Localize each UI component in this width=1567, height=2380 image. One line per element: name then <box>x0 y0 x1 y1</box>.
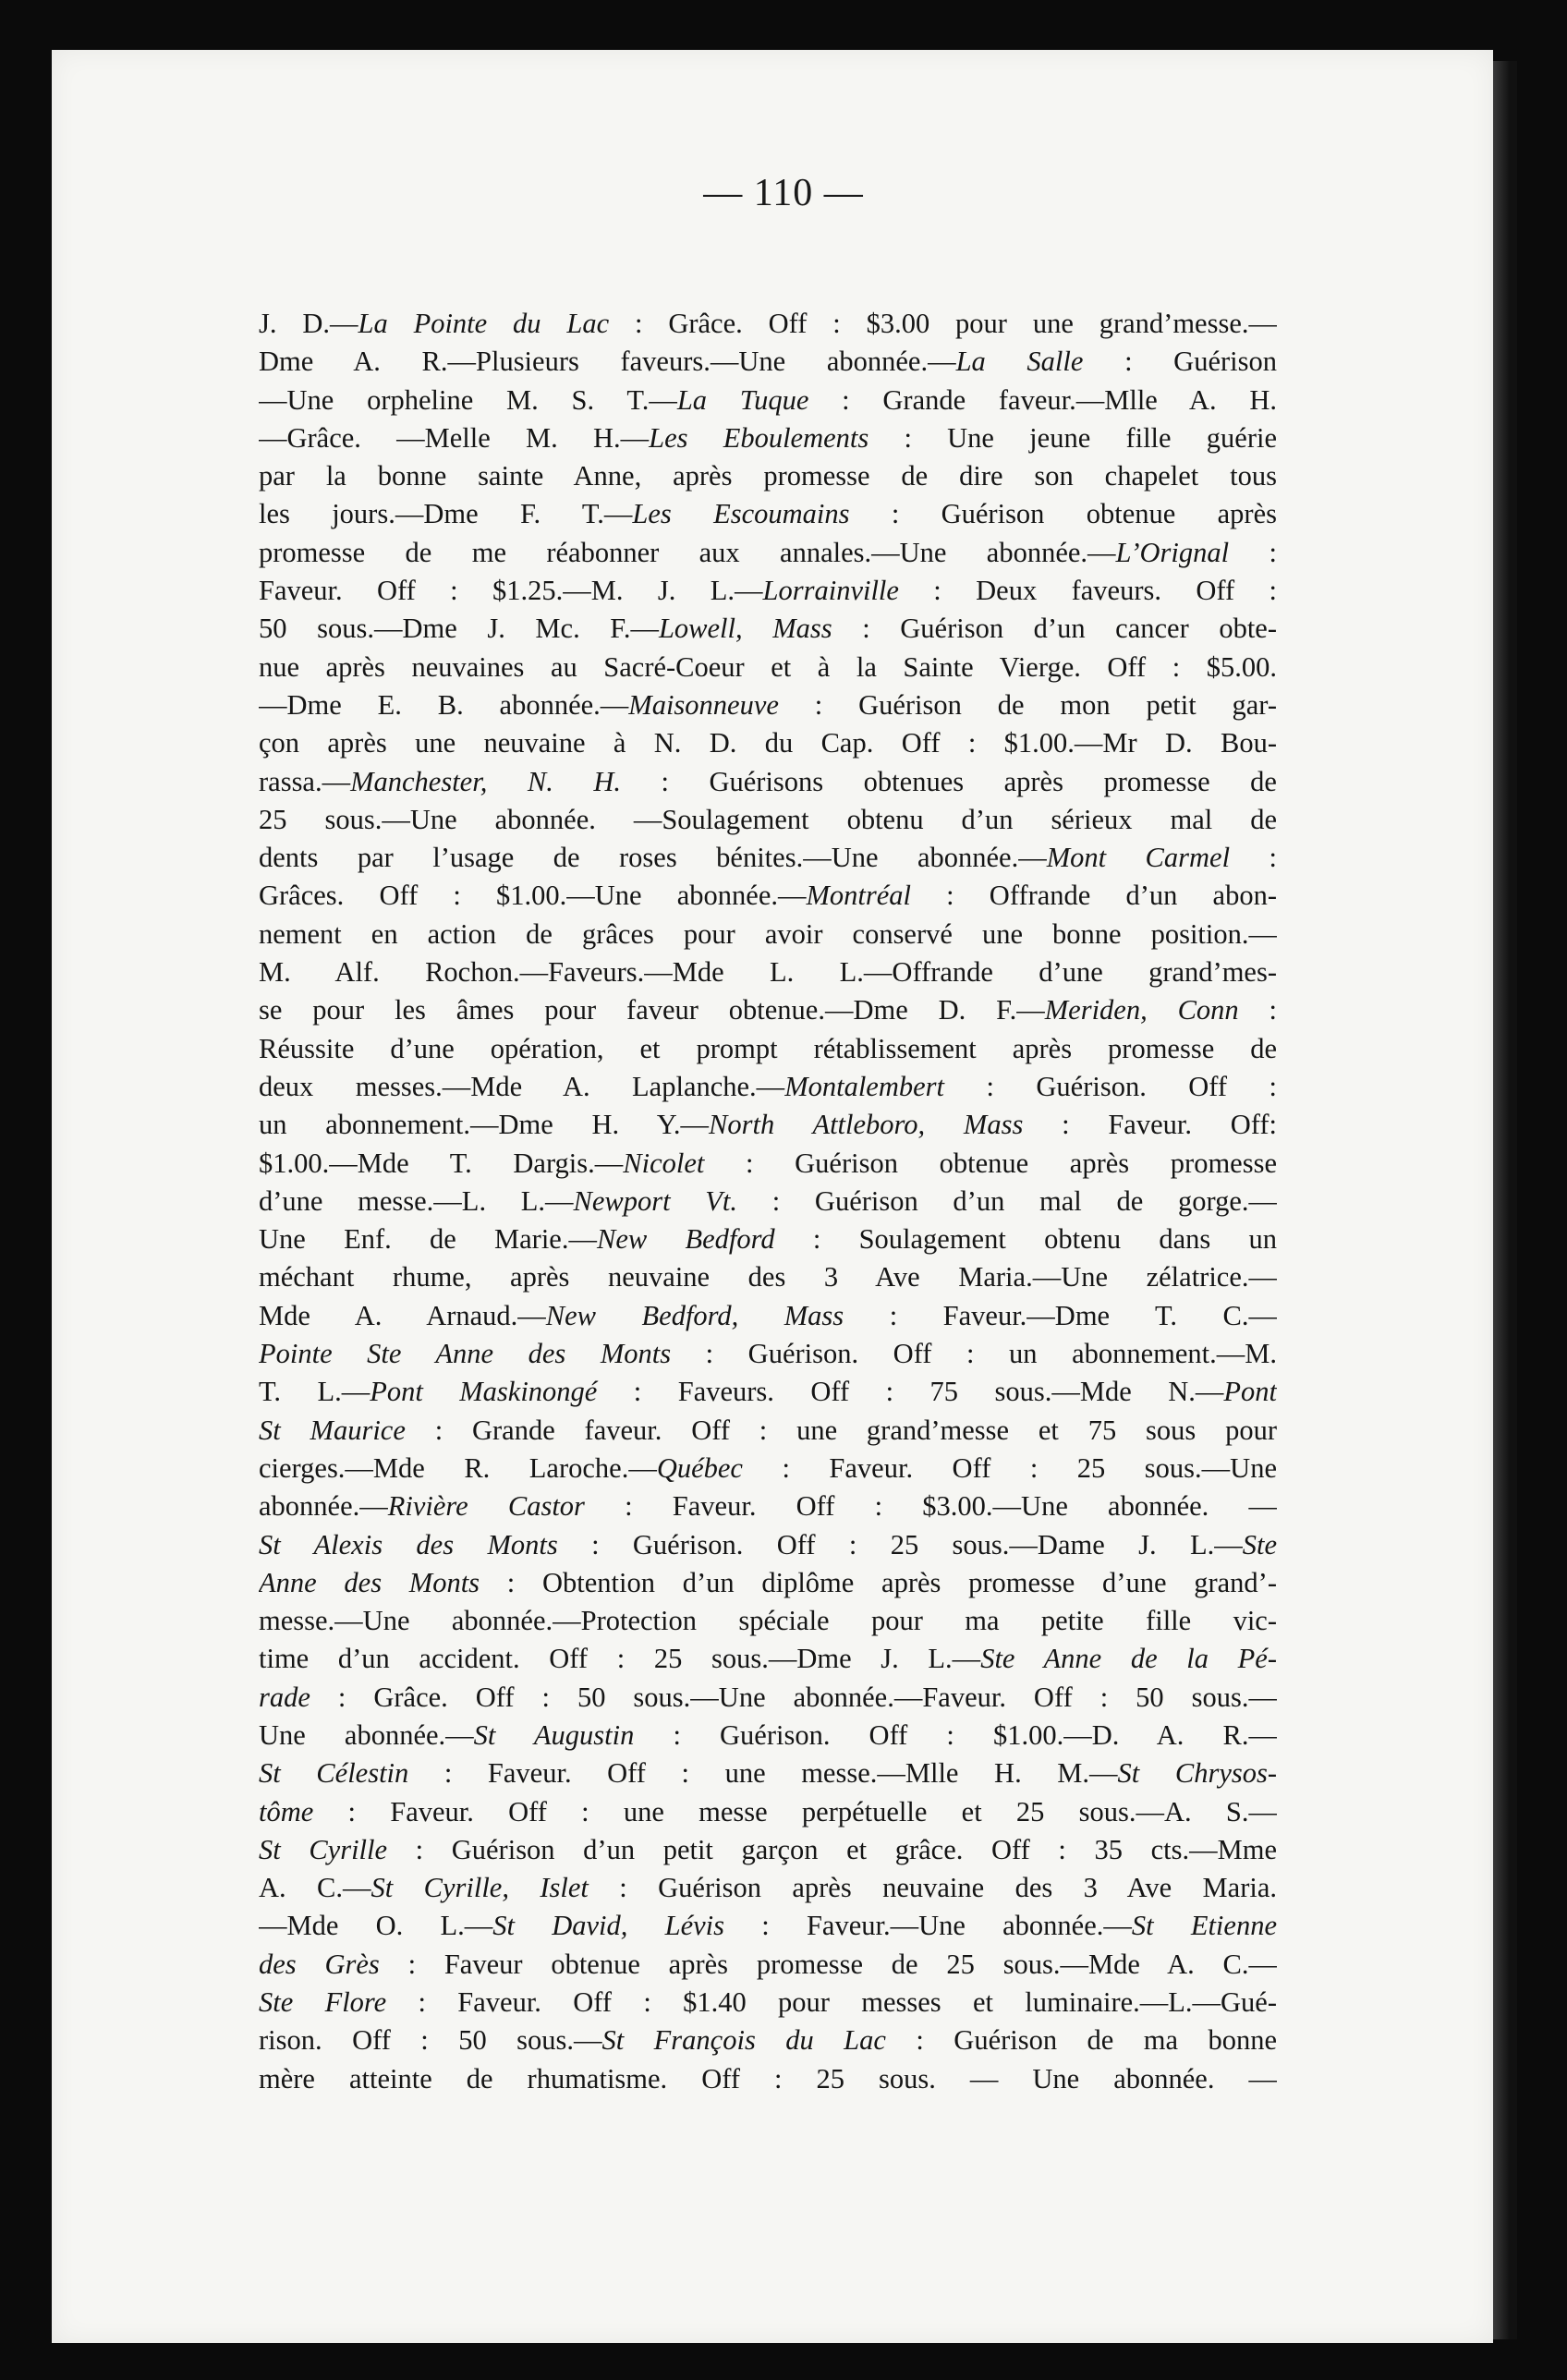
text-segment: rison. Off : 50 sous.— <box>259 2024 602 2057</box>
text-segment: : Faveur obtenue après promesse de 25 sous.—Mde A. C.— <box>379 1948 1277 1980</box>
place-name: Montalembert <box>784 1070 944 1102</box>
text-segment: : Guérison d’un petit garçon et grâce. Off : 35 cts.—Mme <box>387 1833 1277 1865</box>
text-line <box>259 1869 1277 1907</box>
place-name: New Bedford <box>596 1223 775 1256</box>
text-segment: : Guérison. Off : 25 sous.—Dame J. L.— <box>557 1528 1243 1560</box>
text-segment: : Guérison de ma bonne <box>885 2024 1277 2057</box>
text-line <box>259 763 1277 801</box>
text-line <box>259 1335 1277 1373</box>
place-name: Ste Anne de la Pé- <box>980 1643 1277 1675</box>
place-name: Manchester, N. H. <box>350 765 621 797</box>
text-segment: se pour les âmes pour faveur obtenue.—Dme D. F.— <box>259 994 1045 1026</box>
text-line <box>259 1258 1277 1296</box>
text-segment: : Grande faveur.—Mlle A. H. <box>808 383 1277 416</box>
text-segment: Une Enf. de Marie.— <box>259 1223 597 1256</box>
text-segment: : Guérison obtenue après promesse <box>704 1147 1277 1179</box>
place-name: St David, Lévis <box>492 1910 725 1942</box>
place-name: St Etienne <box>1131 1910 1277 1942</box>
place-name: St Cyrille <box>259 1833 388 1865</box>
place-name: Québec <box>656 1451 743 1484</box>
text-segment: : Deux faveurs. Off : <box>898 575 1277 607</box>
text-line <box>259 1488 1277 1525</box>
place-name: tôme <box>259 1795 314 1828</box>
text-segment: les jours.—Dme F. T.— <box>259 498 633 530</box>
text-segment: d’une messe.—L. L.— <box>259 1184 574 1217</box>
text-segment: T. L.— <box>259 1376 370 1408</box>
text-segment: : Guérison. Off : <box>944 1070 1277 1102</box>
text-segment: : Guérison <box>1083 346 1277 378</box>
text-segment: : Soulagement obtenu dans un <box>774 1223 1277 1256</box>
text-segment: promesse de me réabonner aux annales.—Une abonnée.— <box>259 536 1116 568</box>
page-edge-shadow <box>1493 61 1517 2339</box>
text-line <box>259 1450 1277 1488</box>
text-segment: : Faveur.—Dme T. C.— <box>844 1299 1277 1331</box>
text-segment: —Mde O. L.— <box>259 1910 493 1942</box>
place-name: St François du Lac <box>601 2024 886 2057</box>
text-line <box>259 305 1277 343</box>
text-line <box>259 953 1277 991</box>
place-name: St Cyrille, Islet <box>370 1872 589 1904</box>
place-name: Pointe Ste Anne des Monts <box>259 1338 672 1370</box>
text-line <box>259 1984 1277 2022</box>
text-segment: nement en action de grâces pour avoir conservé une bonne position.— <box>259 917 1277 950</box>
text-line <box>259 839 1277 877</box>
text-segment: M. Alf. Rochon.—Faveurs.—Mde L. L.—Offrande d’une grand’mes- <box>259 956 1277 989</box>
text-line <box>259 1373 1277 1411</box>
text-line <box>259 2060 1277 2098</box>
text-line <box>259 495 1277 533</box>
place-name: Maisonneuve <box>628 688 779 721</box>
text-line <box>259 686 1277 724</box>
place-name: La Tuque <box>676 383 809 416</box>
text-line <box>259 1640 1277 1678</box>
text-line <box>259 1145 1277 1183</box>
place-name: Nicolet <box>623 1147 705 1179</box>
text-segment: Mde A. Arnaud.— <box>259 1299 546 1331</box>
text-segment: cierges.—Mde R. Laroche.— <box>259 1451 657 1484</box>
text-segment: : Grâce. Off : 50 sous.—Une abonnée.—Faveur. Off : 50 sous.— <box>310 1681 1277 1713</box>
text-segment: —Dme E. B. abonnée.— <box>259 688 629 721</box>
place-name: Newport Vt. <box>573 1184 738 1217</box>
text-line <box>259 572 1277 610</box>
text-line <box>259 1907 1277 1945</box>
text-segment: : <box>1230 842 1277 874</box>
place-name: St Augustin <box>473 1718 635 1751</box>
text-segment: messe.—Une abonnée.—Protection spéciale pour ma petite fille vic- <box>259 1605 1277 1637</box>
text-line <box>259 1030 1277 1068</box>
text-line <box>259 1831 1277 1869</box>
text-line <box>259 1106 1277 1144</box>
text-line <box>259 1793 1277 1831</box>
text-line <box>259 1679 1277 1717</box>
place-name: St Maurice <box>259 1414 406 1446</box>
text-line <box>259 1297 1277 1335</box>
text-segment: : Faveur. Off: <box>1023 1109 1277 1141</box>
text-segment: 25 sous.—Une abonnée. —Soulagement obtenu d’un sérieux mal de <box>259 803 1277 835</box>
page-number: — 110 — <box>703 172 864 214</box>
text-segment: : Faveur.—Une abonnée.— <box>724 1910 1132 1942</box>
text-segment: J. D.— <box>259 308 358 339</box>
text-segment: abonnée.— <box>259 1490 388 1523</box>
text-segment: —Grâce. —Melle M. H.— <box>259 421 650 454</box>
place-name: Les Eboulements <box>649 421 869 454</box>
text-segment: A. C.— <box>259 1872 371 1904</box>
text-segment: : Faveur. Off : $3.00.—Une abonnée. — <box>584 1490 1277 1523</box>
place-name: Lorrainville <box>762 575 899 607</box>
text-line <box>259 1564 1277 1602</box>
text-segment: : Guérison. Off : un abonnement.—M. <box>671 1338 1277 1370</box>
place-name: Mont Carmel <box>1046 842 1231 874</box>
text-segment: time d’un accident. Off : 25 sous.—Dme J. L.— <box>259 1643 981 1675</box>
text-segment: : Grâce. Off : $3.00 pour une grand’messe.— <box>609 308 1277 339</box>
place-name: Rivière Castor <box>387 1490 585 1523</box>
text-segment: par la bonne sainte Anne, après promesse de dire son chapelet tous <box>259 460 1277 492</box>
place-name: La Pointe du Lac <box>358 308 610 339</box>
text-line <box>259 534 1277 572</box>
text-segment: : Faveur. Off : 25 sous.—Une <box>742 1451 1277 1484</box>
text-line <box>259 343 1277 381</box>
place-name: Ste Flore <box>259 1986 387 2019</box>
text-line <box>259 1602 1277 1640</box>
text-segment: : Faveurs. Off : 75 sous.—Mde N.— <box>597 1376 1224 1408</box>
text-segment: : Guérisons obtenues après promesse de <box>620 765 1277 797</box>
text-segment: deux messes.—Mde A. Laplanche.— <box>259 1070 785 1102</box>
place-name: L’Orignal <box>1115 536 1230 568</box>
text-segment: Dme A. R.—Plusieurs faveurs.—Une abonnée.— <box>259 346 956 378</box>
text-line <box>259 877 1277 915</box>
place-name: Pont Maskinongé <box>370 1376 598 1408</box>
text-line <box>259 1220 1277 1258</box>
text-line <box>259 649 1277 686</box>
place-name: Les Escoumains <box>632 498 850 530</box>
text-segment: Grâces. Off : $1.00.—Une abonnée.— <box>259 880 807 912</box>
text-segment: : Une jeune fille guérie <box>869 421 1277 454</box>
text-segment: : Guérison après neuvaine des 3 Ave Maria. <box>588 1872 1277 1904</box>
place-name: Ste <box>1242 1528 1277 1560</box>
place-name: Montréal <box>806 880 912 912</box>
place-name: St Chrysos- <box>1117 1757 1277 1790</box>
text-segment: : Guérison d’un mal de gorge.— <box>737 1184 1277 1217</box>
text-segment: : Faveur. Off : $1.40 pour messes et luminaire.—L.—Gué- <box>386 1986 1277 2019</box>
text-line <box>259 1946 1277 1984</box>
text-segment: mère atteinte de rhumatisme. Off : 25 sous. — Une abonnée. — <box>259 2062 1277 2095</box>
text-line <box>259 382 1277 419</box>
place-name: New Bedford, Mass <box>545 1299 844 1331</box>
text-line <box>259 419 1277 457</box>
text-segment: Faveur. Off : $1.25.—M. J. L.— <box>259 575 763 607</box>
text-segment: —Une orpheline M. S. T.— <box>259 383 677 416</box>
text-segment: : <box>1238 994 1277 1026</box>
place-name: Anne des Monts <box>259 1566 480 1598</box>
place-name: Meriden, Conn <box>1044 994 1239 1026</box>
place-name: Pont <box>1223 1376 1277 1408</box>
text-line <box>259 991 1277 1029</box>
text-segment: un abonnement.—Dme H. Y.— <box>259 1109 710 1141</box>
text-segment: : Guérison. Off : $1.00.—D. A. R.— <box>634 1718 1277 1751</box>
text-segment: : <box>1229 536 1277 568</box>
text-segment: : Offrande d’un abon- <box>911 880 1277 912</box>
body-text <box>259 305 1277 2098</box>
text-line <box>259 916 1277 953</box>
text-line <box>259 1183 1277 1220</box>
text-segment: : Guérison obtenue après <box>849 498 1277 530</box>
text-line <box>259 1068 1277 1106</box>
place-name: St Alexis des Monts <box>259 1528 558 1560</box>
text-segment: çon après une neuvaine à N. D. du Cap. Off : $1.00.—Mr D. Bou- <box>259 727 1277 759</box>
text-line <box>259 1755 1277 1792</box>
text-segment: : Guérison d’un cancer obte- <box>832 613 1277 645</box>
text-line <box>259 2022 1277 2059</box>
place-name: des Grès <box>259 1948 380 1980</box>
text-line <box>259 610 1277 648</box>
text-segment: nue après neuvaines au Sacré-Coeur et à la Sainte Vierge. Off : $5.00. <box>259 650 1277 683</box>
text-line <box>259 1526 1277 1564</box>
text-segment: : Grande faveur. Off : une grand’messe et 75 sous pour <box>405 1414 1277 1446</box>
text-segment: dents par l’usage de roses bénites.—Une abonnée.— <box>259 842 1047 874</box>
text-segment: : Guérison de mon petit gar- <box>778 688 1277 721</box>
place-name: St Célestin <box>259 1757 409 1790</box>
text-segment: Une abonnée.— <box>259 1718 474 1751</box>
text-segment: méchant rhume, après neuvaine des 3 Ave Maria.—Une zélatrice.— <box>259 1261 1277 1293</box>
text-line <box>259 457 1277 495</box>
text-line <box>259 1412 1277 1450</box>
place-name: North Attleboro, Mass <box>709 1109 1024 1141</box>
text-segment: 50 sous.—Dme J. Mc. F.— <box>259 613 659 645</box>
text-segment: : Obtention d’un diplôme après promesse d’une grand’- <box>480 1566 1277 1598</box>
place-name: La Salle <box>955 346 1084 378</box>
text-line <box>259 801 1277 839</box>
text-segment: rassa.— <box>259 765 351 797</box>
text-segment: : Faveur. Off : une messe.—Mlle H. M.— <box>408 1757 1118 1790</box>
text-line <box>259 724 1277 762</box>
text-segment: Réussite d’une opération, et prompt rétablissement après promesse de <box>259 1032 1277 1064</box>
place-name: Lowell, Mass <box>658 613 832 645</box>
text-segment: $1.00.—Mde T. Dargis.— <box>259 1147 624 1179</box>
text-segment: : Faveur. Off : une messe perpétuelle et 25 sous.—A. S.— <box>313 1795 1277 1828</box>
text-line <box>259 1717 1277 1755</box>
place-name: rade <box>259 1681 310 1713</box>
